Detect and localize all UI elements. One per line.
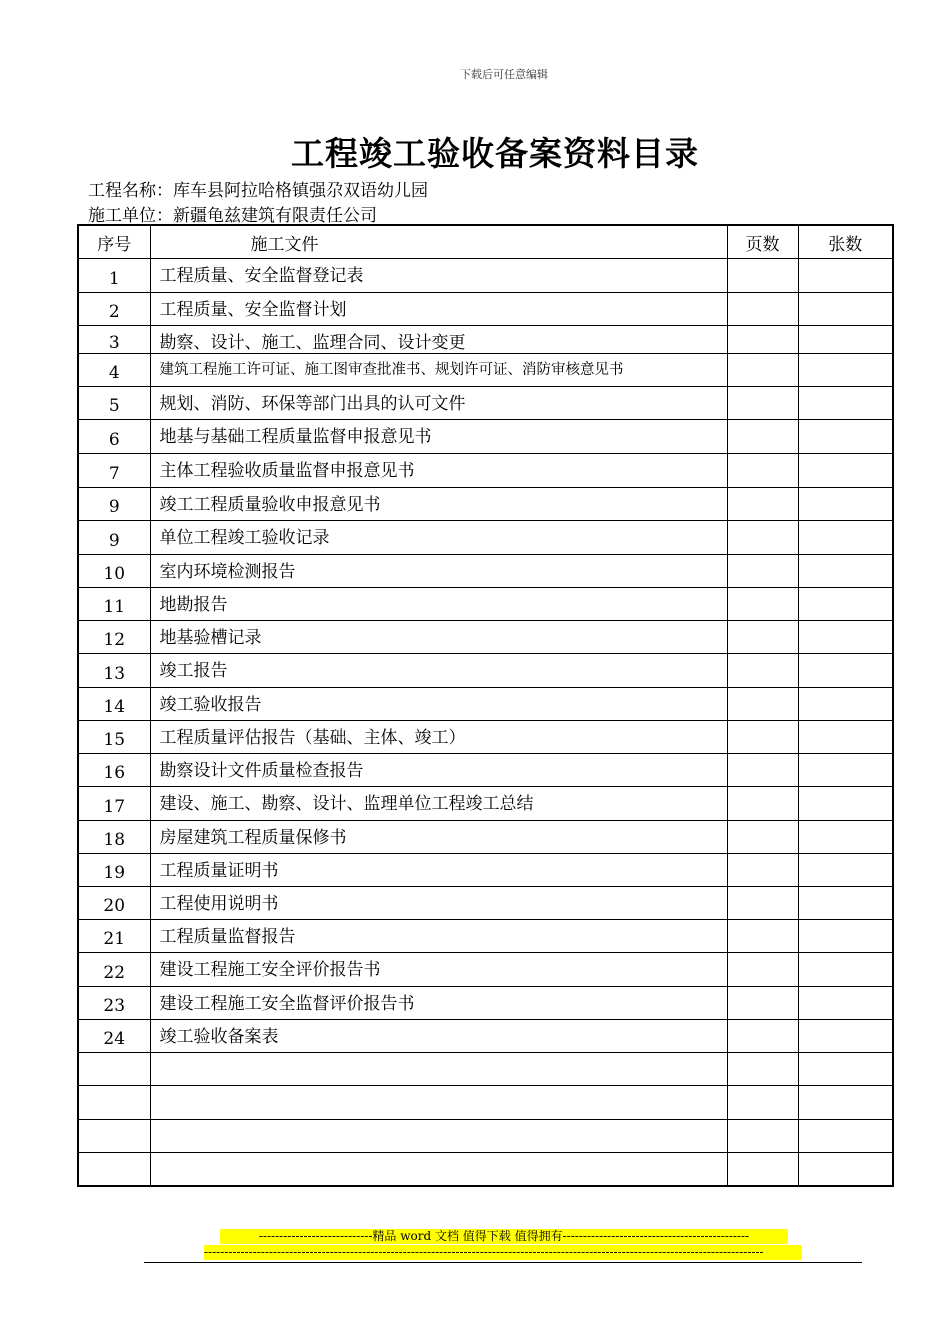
row-number [78,1053,150,1086]
row-document [150,1153,727,1186]
table-header-row [78,225,893,259]
table-row [78,1053,893,1086]
row-number: 3 [78,326,150,354]
table-row [78,920,893,953]
table-row [78,754,893,787]
row-sheets [798,1086,893,1120]
row-sheets [798,1153,893,1186]
table-row [78,821,893,854]
header-pages: 页数 [727,225,798,259]
table-row [78,1020,893,1053]
table-row [78,326,893,354]
row-sheets [798,454,893,488]
row-document: 建设工程施工安全评价报告书 [150,953,727,987]
row-pages [727,688,798,721]
table-row [78,654,893,688]
footer-banner: ----------------------------精品 word 文档 值得下载 值得拥有---------------------------------------------- [220,1229,788,1244]
row-sheets [798,754,893,787]
row-number: 10 [78,555,150,588]
row-sheets [798,1120,893,1153]
row-pages [727,1086,798,1120]
row-number: 9 [78,521,150,555]
row-document: 工程使用说明书 [150,887,727,920]
row-pages [727,754,798,787]
row-sheets [798,1020,893,1053]
row-document: 勘察、设计、施工、监理合同、设计变更 [150,326,727,354]
row-sheets [798,293,893,326]
table-row [78,787,893,821]
row-pages [727,854,798,887]
row-document: 竣工验收备案表 [150,1020,727,1053]
table-row [78,555,893,588]
footer-dashes: ------------------------------------------------------------------------------------------------------------------------------------------ [204,1245,802,1260]
table-row [78,420,893,454]
row-document: 地基与基础工程质量监督申报意见书 [150,420,727,454]
row-pages [727,354,798,387]
row-number: 14 [78,688,150,721]
row-sheets [798,821,893,854]
row-pages [727,387,798,420]
table-row [78,1153,893,1186]
row-number: 22 [78,953,150,987]
row-number: 17 [78,787,150,821]
row-document: 地基验槽记录 [150,621,727,654]
row-pages [727,1053,798,1086]
catalog-table [77,224,894,1187]
header-doc: 施工文件 [150,225,727,259]
row-sheets [798,887,893,920]
row-pages [727,953,798,987]
row-pages [727,987,798,1020]
row-sheets [798,787,893,821]
row-pages [727,326,798,354]
row-sheets [798,588,893,621]
row-pages [727,721,798,754]
row-number: 20 [78,887,150,920]
row-pages [727,1120,798,1153]
row-number: 13 [78,654,150,688]
row-document: 工程质量证明书 [150,854,727,887]
table-row [78,688,893,721]
row-pages [727,488,798,521]
row-document: 建设工程施工安全监督评价报告书 [150,987,727,1020]
table-row [78,854,893,887]
row-document: 单位工程竣工验收记录 [150,521,727,555]
row-document: 室内环境检测报告 [150,555,727,588]
row-sheets [798,420,893,454]
row-document [150,1120,727,1153]
table-row [78,454,893,488]
row-number: 9 [78,488,150,521]
row-sheets [798,854,893,887]
row-document: 竣工工程质量验收申报意见书 [150,488,727,521]
table-row [78,1086,893,1120]
row-sheets [798,521,893,555]
row-document [150,1086,727,1120]
row-sheets [798,326,893,354]
footer-rule [144,1262,862,1263]
row-document: 工程质量、安全监督登记表 [150,259,727,293]
row-document: 勘察设计文件质量检查报告 [150,754,727,787]
row-document: 规划、消防、环保等部门出具的认可文件 [150,387,727,420]
table-row [78,621,893,654]
row-number [78,1153,150,1186]
row-document: 工程质量评估报告（基础、主体、竣工） [150,721,727,754]
table-row [78,588,893,621]
table-row [78,887,893,920]
table-row [78,488,893,521]
row-pages [727,787,798,821]
row-number: 5 [78,387,150,420]
row-number: 18 [78,821,150,854]
header-note: 下载后可任意编辑 [460,68,548,81]
row-pages [727,588,798,621]
row-pages [727,1153,798,1186]
row-number: 23 [78,987,150,1020]
row-sheets [798,654,893,688]
row-sheets [798,688,893,721]
row-number: 4 [78,354,150,387]
row-sheets [798,721,893,754]
row-sheets [798,1053,893,1086]
row-number: 24 [78,1020,150,1053]
row-pages [727,821,798,854]
row-number: 7 [78,454,150,488]
row-pages [727,920,798,953]
row-pages [727,887,798,920]
row-sheets [798,387,893,420]
table-row [78,354,893,387]
row-sheets [798,354,893,387]
row-document: 工程质量监督报告 [150,920,727,953]
row-sheets [798,987,893,1020]
row-sheets [798,259,893,293]
row-number: 12 [78,621,150,654]
row-document: 建设、施工、勘察、设计、监理单位工程竣工总结 [150,787,727,821]
row-number [78,1086,150,1120]
row-number [78,1120,150,1153]
row-pages [727,621,798,654]
table-row [78,293,893,326]
row-pages [727,521,798,555]
project-name: 工程名称：库车县阿拉哈格镇强尕双语幼儿园 [88,181,428,201]
row-sheets [798,953,893,987]
row-document: 主体工程验收质量监督申报意见书 [150,454,727,488]
row-document [150,1053,727,1086]
row-document: 地勘报告 [150,588,727,621]
table-row [78,1120,893,1153]
row-sheets [798,621,893,654]
row-number: 11 [78,588,150,621]
table-row [78,987,893,1020]
row-number: 1 [78,259,150,293]
row-document: 房屋建筑工程质量保修书 [150,821,727,854]
row-number: 16 [78,754,150,787]
row-pages [727,454,798,488]
page-title: 工程竣工验收备案资料目录 [291,134,699,173]
table-row [78,387,893,420]
row-document: 工程质量、安全监督计划 [150,293,727,326]
row-number: 2 [78,293,150,326]
row-number: 19 [78,854,150,887]
row-pages [727,1020,798,1053]
construction-unit: 施工单位：新疆龟兹建筑有限责任公司 [88,206,377,226]
row-sheets [798,488,893,521]
row-pages [727,420,798,454]
row-number: 15 [78,721,150,754]
row-pages [727,654,798,688]
table-row [78,721,893,754]
row-sheets [798,920,893,953]
row-number: 21 [78,920,150,953]
row-document: 竣工报告 [150,654,727,688]
row-pages [727,555,798,588]
row-sheets [798,555,893,588]
row-pages [727,259,798,293]
header-sheets: 张数 [798,225,893,259]
header-no: 序号 [78,225,150,259]
row-document: 建筑工程施工许可证、施工图审查批准书、规划许可证、消防审核意见书 [150,354,727,387]
table-row [78,521,893,555]
row-number: 6 [78,420,150,454]
row-pages [727,293,798,326]
table-row [78,259,893,293]
row-document: 竣工验收报告 [150,688,727,721]
table-row [78,953,893,987]
